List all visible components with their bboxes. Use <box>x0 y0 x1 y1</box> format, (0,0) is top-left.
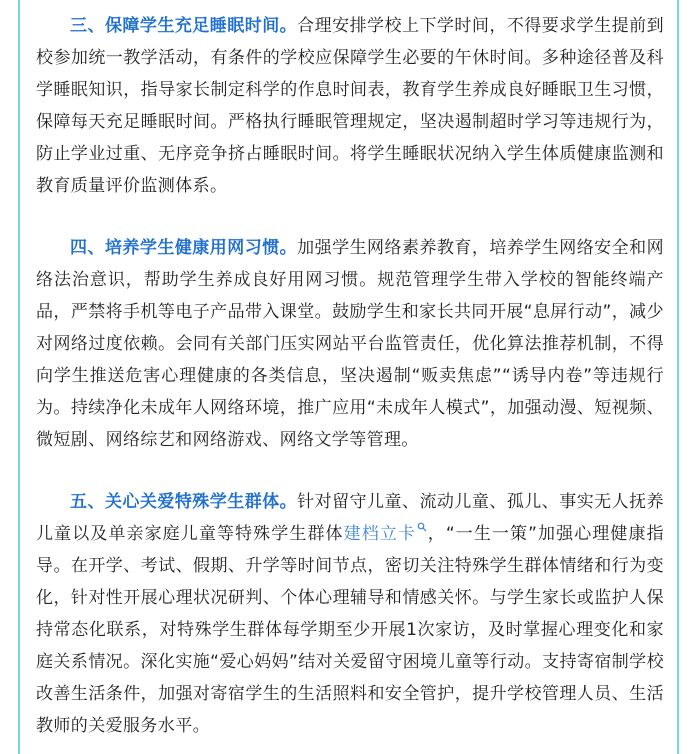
left-border <box>18 0 20 754</box>
archive-link[interactable]: 建档立卡 <box>343 524 417 544</box>
section-heading: 三、保障学生充足睡眠时间。 <box>70 16 298 36</box>
section-heading: 五、关心关爱特殊学生群体。 <box>70 492 298 512</box>
paragraph-section-5 <box>36 486 664 742</box>
section-heading: 四、培养学生健康用网习惯。 <box>70 238 298 258</box>
paragraph-section-4 <box>36 232 664 456</box>
section-body: 合理安排学校上下学时间，不得要求学生提前到校参加统一教学活动，有条件的学校应保障学生必要的午休时间。多种途径普及科学睡眠知识，指导家长制定科学的作息时间表，教育学生养成良好睡眠卫生习惯，保障每天充足睡眠时间。严格执行睡眠管理规定，坚决遏制超时学习等违规行为，防止学业过重、无序竞争挤占睡眠时间。将学生睡眠状况纳入学生体质健康监测和教育质量评价监测体系。 <box>36 16 665 196</box>
search-icon[interactable] <box>417 522 427 532</box>
paragraph-section-3 <box>36 10 664 202</box>
right-border <box>677 0 679 754</box>
section-body: 针对留守儿童、流动儿童、孤儿、事实无人抚养儿童以及单亲家庭儿童等特殊学生群体 <box>36 492 665 544</box>
section-body: 加强学生网络素养教育，培养学生网络安全和网络法治意识，帮助学生养成良好用网习惯。规范管理学生带入学校的智能终端产品，严禁将手机等电子产品带入课堂。鼓励学生和家长共同开展“息屏行动”，减少对网络过度依赖。会同有关部门压实网站平台监管责任，优化算法推荐机制，不得向学生推送危害心理健康的各类信息，坚决遏制“贩卖焦虑”“诱导内卷”等违规行为。持续净化未成年人网络环境，推广应用“未成年人模式”，加强动漫、短视频、微短剧、网络综艺和网络游戏、网络文学等管理。 <box>36 238 665 450</box>
section-body-continued: ，“一生一策”加强心理健康指导。在开学、考试、假期、升学等时间节点，密切关注特殊学生群体情绪和行为变化，针对性开展心理状况研判、个体心理辅导和情感关怀。与学生家长或监护人保持常态化联系，对特殊学生群体每学期至少开展1次家访，及时掌握心理变化和家庭关系情况。深化实施“爱心妈妈”结对关爱留守困境儿童等行动。支持寄宿制学校改善生活条件，加强对寄宿学生的生活照料和安全管护，提升学校管理人员、生活教师的关爱服务水平。 <box>36 524 664 736</box>
